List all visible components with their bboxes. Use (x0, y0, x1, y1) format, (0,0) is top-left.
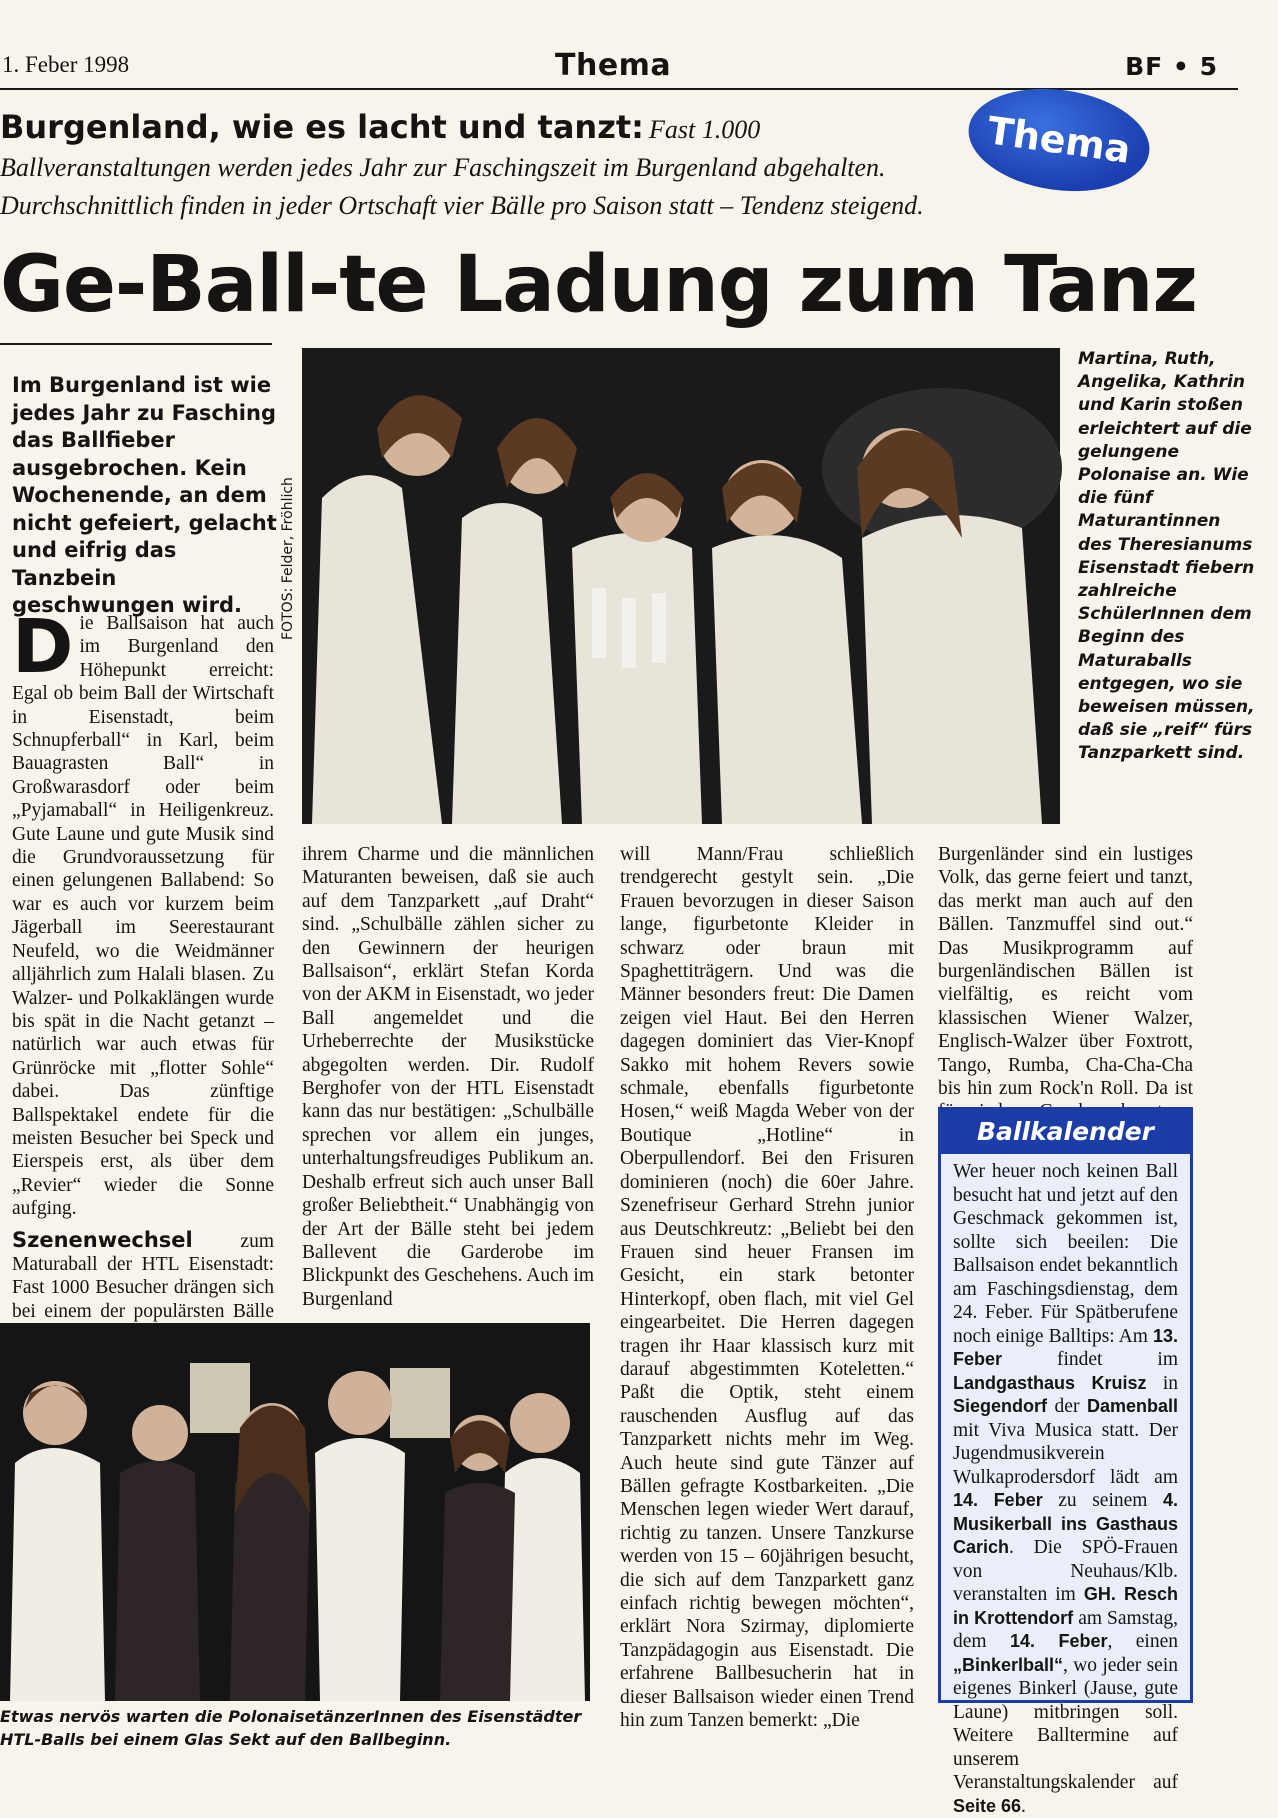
bottom-photo (0, 1323, 590, 1701)
headline: Ge-Ball-te Ladung zum Tanz (0, 240, 1197, 330)
kicker-lead: Burgenland, wie es lacht und tanzt: (0, 108, 644, 146)
subhead: Szenenwechsel (12, 1227, 193, 1252)
kal-text: zu seinem (1042, 1490, 1163, 1511)
kicker-text: Fast 1.000 Ballveranstaltungen werden jedes Jahr zur Faschingszeit im Burgenland abgehalten. Durchschnittlich finden in jeder Ortschaft vier Bälle pro Saison statt – Tendenz steigend. (0, 115, 924, 220)
column-3-text: will Mann/Frau schließlich trendgerecht gestylt sein. „Die Frauen bevorzugen in dieser Saison lange, figurbetonte Kleider in schwarz oder braun mit Spaghettiträgern. Und was die Männer besonders freut: Die Damen zeigen viel Haut. Bei den Herren dagegen dominiert das Vier-Knopf Sakko mit hohem Revers sowie schmale, ebenfalls figurbetonte Hosen,“ weiß Magda Weber von der Boutique „Hotline“ in Oberpullendorf. Bei den Frisuren dominieren (noch) die 60er Jahre. Szenefriseur Gerhard Strehn junior aus Deutschkreutz: „Beliebt bei den Frauen sind heuer Fransen im Gesicht, ein stark betonter Hinterkopf, oben flach, mit viel Gel eingearbeitet. Die Herren dagegen tragen ihr Haar klassisch kurz mit darauf abgestimmten Koteletten.“ Paßt die Optik, steht einem rauschenden Ausflug auf das Tanzparkett nichts mehr im Weg. Auch heute sind gute Tänzer auf Bällen gefragte Kostbarkeiten. „Die Menschen legen wieder Wert darauf, richtig zu tanzen. Unsere Tanzkurse werden von 15 – 60jährigen besucht, die sich auf dem Tanzparkett ganz einfach richtig bewegen möchten“, erklärt Nora Szirmay, diplomierte Tanzpädagogin aus Eisenstadt. Die erfahrene Ballbesucherin hat in dieser Ballsaison wieder einen Trend hin zum Tanzen bemerkt: „Die (620, 844, 914, 1732)
drop-cap: D (12, 604, 74, 690)
kal-event: Damenball (1086, 1396, 1178, 1416)
kal-text: , wo jeder sein eigenes Binkerl (Jause, gute Laune) mitbringen soll. Weitere Balltermine auf unserem Veranstaltungskalender auf (953, 1654, 1178, 1793)
top-photo-image (302, 348, 1060, 824)
ballkalender-box (938, 1107, 1193, 1817)
column-1-paragraph-2: zum Maturaball der HTL Eisenstadt: Fast 1000 Besucher drängen sich bei einem der populärsten Bälle (12, 1230, 274, 1322)
kal-text: am Samstag, dem (953, 1607, 1179, 1652)
thema-badge (962, 78, 1156, 202)
bottom-photo-image (0, 1323, 590, 1701)
kal-event: 4. Musikerball ins Gasthaus Carich (953, 1490, 1179, 1557)
kal-text: , einen (1107, 1631, 1178, 1652)
kal-venue: GH. Resch in Krottendorf (953, 1584, 1178, 1628)
kal-text: findet im (1002, 1349, 1178, 1370)
column-4-text: Burgenländer sind ein lustiges Volk, das gerne feiert und tanzt, das merkt man auch auf den Bällen. Tanzmuffel sind out.“ Das Musikprogramm auf burgenländischen Bällen ist vielfältig, es reicht vom klassischen Wiener Walzer, Englisch-Walzer über Foxtrott, Tango, Rumba, Cha-Cha-Cha bis hin zum Rock'n Roll. Da ist (938, 844, 1193, 1100)
column-2-text: ihrem Charme und die männlichen Maturanten beweisen, daß sie auch auf dem Tanzparkett „auf Draht“ sind. „Schulbälle zählen sicher zu den Gewinnern der heurigen Ballsaison“, erklärt Stefan Korda von der AKM in Eisenstadt, wo jeder Ball angemeldet und die Urheberrechte der Musikstücke abgegolten werden. Dir. Rudolf Berghofer von der HTL Eisenstadt kann das nur bestätigen: „Schulbälle sprechen vor allem ein junges, unterhaltungsfreudiges Publikum an. Deshalb erfreut sich auch unser Ball großer Beliebtheit.“ Unabhängig von der Art der Bälle steht bei jedem Ballevent die Garderobe im Blickpunkt des Geschehens. Auch im Burgenland (302, 844, 594, 1310)
thema-badge-label: Thema (984, 108, 1134, 172)
section-title: Thema (555, 48, 672, 83)
bottom-photo-caption: Etwas nervös warten die PolonaisetänzerInnen des Eisenstädter HTL-Balls bei einem Glas Sekt auf den Ballbeginn. (0, 1707, 582, 1749)
photo-credit: FOTOS: Felder, Fröhlich (280, 477, 296, 640)
ballkalender-title: Ballkalender (941, 1110, 1190, 1154)
kal-text: der (1047, 1396, 1087, 1417)
kal-place: Siegendorf (953, 1396, 1048, 1416)
article-lead: Im Burgenland ist wie jedes Jahr zu Fasching das Ballfieber ausgebrochen. Kein Wochenende, an dem nicht gefeiert, gelacht und eifrig das Tanzbein geschwungen wird. (12, 373, 277, 617)
article-column-3 (620, 843, 914, 1793)
kal-date: 14. Feber (953, 1490, 1043, 1510)
kal-text: Wer heuer noch keinen Ball besucht hat und jetzt auf den Geschmack gekommen ist, sollte sich beeilen: Die Ballsaison endet bekanntlich am Faschingsdienstag, dem 24. Feber. Für Spätberufene noch einige Balltips: Am (953, 1161, 1178, 1347)
top-photo-caption: Martina, Ruth, Angelika, Kathrin und Karin stoßen erleichtert auf die gelungene Polonaise an. Wie die fünf Maturantinnen des Theresianums Eisenstadt fiebern zahlreiche SchülerInnen dem Beginn des Maturaballs entgegen, wo sie beweisen müssen, daß sie „reif“ fürs Tanzparkett sind. (1078, 349, 1255, 764)
kal-page-ref: Seite 66 (953, 1795, 1022, 1816)
page-number: BF • 5 (1125, 52, 1218, 81)
kal-text: in (1146, 1372, 1179, 1394)
lead-rule (0, 343, 272, 345)
kicker (0, 110, 970, 226)
kal-date: 13. Feber (953, 1325, 1178, 1369)
article-column-2 (302, 843, 594, 1313)
kal-text: mit Viva Musica statt. Der Jugendmusikverein Wulkaprodersdorf lädt am (953, 1419, 1178, 1488)
column-1-paragraph-1: ie Ballsaison hat auch im Burgenland den Höhepunkt erreicht: Egal ob beim Ball der Wirtschaft in Eisenstadt, beim Schnupferball“ in Karl, beim Bauagrasten Ball“ in Großwarasdorf oder beim „Pyjamaball“ in Heiligenkreuz. Gute Laune und gute Musik sind die Grundvoraussetzung für einen gelungenen Ballabend: So war es auch vor kurzem beim Jägerball im Seerestaurant Neufeld, wo die Weidmänner alljährlich zum Halali blasen. Zu Walzer- und Polkaklängen wurde bis spät in die Nacht getanzt – natürlich war auch etwas für Grünröcke mit „flotter Sohle“ dabei. Das zünftige Ballspektakel endete für die meisten Besucher bei Speck und Eierspeis erst, als über dem „Revier“ wieder die Sonne aufging. (12, 613, 274, 1220)
ballkalender-text (941, 1154, 1190, 1818)
kal-event: „Binkerlball“ (953, 1654, 1064, 1675)
article-column-4 (938, 843, 1193, 1103)
kal-venue: Landgasthaus Kruisz (953, 1372, 1147, 1393)
issue-date: 1. Feber 1998 (2, 52, 130, 77)
kal-text: . (1021, 1795, 1026, 1817)
kal-date: 14. Feber (1009, 1631, 1108, 1651)
kal-text: . Die SPÖ-Frauen von Neuhaus/Klb. veranstalten im (953, 1537, 1178, 1605)
top-photo (302, 348, 1060, 824)
